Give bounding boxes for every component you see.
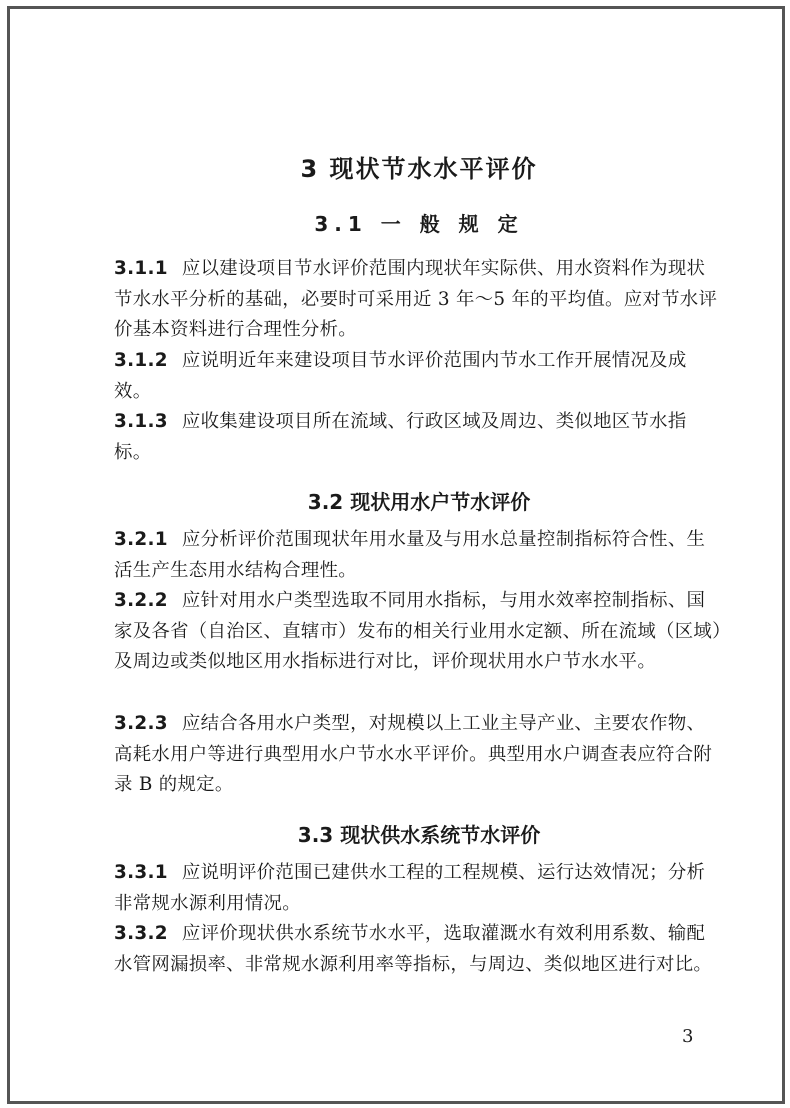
- clause-number: 3.1.2: [114, 350, 168, 371]
- clause-3-2-2: [114, 586, 722, 678]
- section-heading-3-2: 3.2 现状用水户节水评价: [307, 490, 531, 514]
- clause-number: 3.1.1: [114, 258, 168, 279]
- clause-number: 3.1.3: [114, 411, 168, 432]
- clause-3-2-3: [114, 709, 722, 801]
- clause-number: 3.3.1: [114, 862, 168, 883]
- clause-number: 3.2.1: [114, 529, 168, 550]
- clause-text: 应结合各用水户类型，对规模以上工业主导产业、主要农作物、高耗水用户等进行典型用水户节水水平评价。典型用水户调查表应符合附录 B 的规定。: [114, 713, 713, 795]
- clause-3-1-2: [114, 346, 722, 407]
- clause-text: 应分析评价范围现状年用水量及与用水总量控制指标符合性、生活生产生态用水结构合理性。: [114, 529, 706, 581]
- clause-text: 应针对用水户类型选取不同用水指标，与用水效率控制指标、国家及各省（自治区、直辖市）发布的相关行业用水定额、所在流域（区域）及周边或类似地区用水指标进行对比，评价现状用水户节水水平。: [114, 590, 722, 672]
- clause-3-3-2: [114, 919, 722, 980]
- clause-3-1-1: [114, 254, 722, 346]
- clause-number: 3.2.3: [114, 713, 168, 734]
- clause-text: 应说明评价范围已建供水工程的工程规模、运行达效情况；分析非常规水源利用情况。: [114, 862, 706, 914]
- document-page: [7, 6, 785, 1104]
- section-heading-3-1: 3.1 一 般 规 定: [314, 212, 524, 236]
- clause-text: 应收集建设项目所在流域、行政区域及周边、类似地区节水指标。: [114, 411, 687, 463]
- page-number: 3: [682, 1026, 694, 1047]
- clause-text: 应说明近年来建设项目节水评价范围内节水工作开展情况及成效。: [114, 350, 687, 402]
- clause-3-1-3: [114, 407, 722, 468]
- clause-number: 3.2.2: [114, 590, 168, 611]
- clause-3-2-1: [114, 525, 722, 586]
- clause-text: 应评价现状供水系统节水水平，选取灌溉水有效利用系数、输配水管网漏损率、非常规水源利用率等指标，与周边、类似地区进行对比。: [114, 923, 713, 975]
- clause-text: 应以建设项目节水评价范围内现状年实际供、用水资料作为现状节水水平分析的基础，必要时可采用近 3 年～5 年的平均值。应对节水评价基本资料进行合理性分析。: [114, 258, 718, 340]
- chapter-title: 3 现状节水水平评价: [300, 155, 538, 183]
- clause-number: 3.3.2: [114, 923, 168, 944]
- clause-3-3-1: [114, 858, 722, 919]
- section-heading-3-3: 3.3 现状供水系统节水评价: [297, 823, 541, 847]
